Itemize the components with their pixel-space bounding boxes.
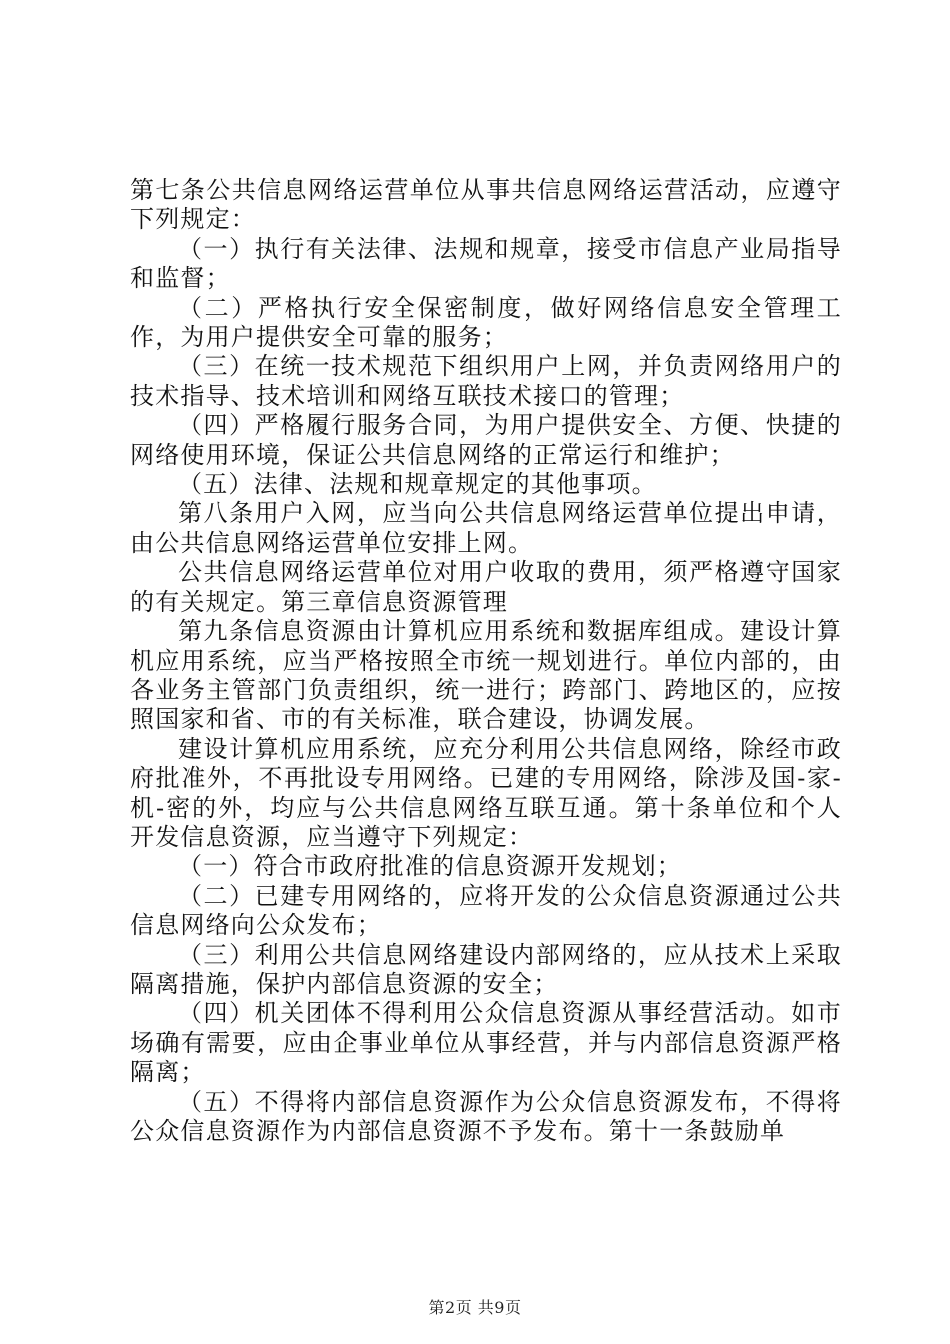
paragraph: （五）不得将内部信息资源作为公众信息资源发布，不得将公众信息资源作为内部信息资源不予发布。第十一条鼓励单 [130, 1087, 842, 1145]
paragraph: （二）已建专用网络的，应将开发的公众信息资源通过公共信息网络向公众发布； [130, 881, 842, 940]
paragraph: （一）执行有关法律、法规和规章，接受市信息产业局指导和监督； [130, 234, 842, 293]
paragraph: 第七条公共信息网络运营单位从事共信息网络运营活动，应遵守下列规定： [130, 176, 842, 234]
paragraph: （四）严格履行服务合同，为用户提供安全、方便、快捷的网络使用环境，保证公共信息网络的正常运行和维护； [130, 411, 842, 469]
paragraph: （五）法律、法规和规章规定的其他事项。 [178, 470, 657, 499]
paragraph: （二）严格执行安全保密制度，做好网络信息安全管理工作，为用户提供安全可靠的服务； [130, 293, 842, 352]
page-number-footer: 第2页 共9页 [428, 1298, 522, 1317]
paragraph: 第八条用户入网，应当向公共信息网络运营单位提出申请，由公共信息网络运营单位安排上网。 [130, 499, 842, 557]
paragraph: （四）机关团体不得利用公众信息资源从事经营活动。如市场确有需要，应由企事业单位从事经营，并与内部信息资源严格隔离； [130, 999, 842, 1087]
paragraph: （三）在统一技术规范下组织用户上网，并负责网络用户的技术指导、技术培训和网络互联技术接口的管理； [130, 352, 842, 410]
paragraph: （三）利用公共信息网络建设内部网络的，应从技术上采取隔离措施，保护内部信息资源的安全； [130, 940, 842, 998]
paragraph: （一）符合市政府批准的信息资源开发规划； [178, 852, 682, 881]
paragraph: 公共信息网络运营单位对用户收取的费用，须严格遵守国家的有关规定。第三章信息资源管理 [130, 558, 842, 616]
paragraph: 第九条信息资源由计算机应用系统和数据库组成。建设计算机应用系统，应当严格按照全市统一规划进行。单位内部的，由各业务主管部门负责组织，统一进行；跨部门、跨地区的，应按照国家和省、市的有关标准，联合建设，协调发展。 [130, 617, 842, 734]
paragraph: 建设计算机应用系统，应充分利用公共信息网络，除经市政府批准外，不再批设专用网络。已建的专用网络，除涉及国-家-机-密的外，均应与公共信息网络互联互通。第十条单位和个人开发信息资源，应当遵守下列规定： [130, 734, 842, 851]
document-body [130, 176, 842, 1146]
